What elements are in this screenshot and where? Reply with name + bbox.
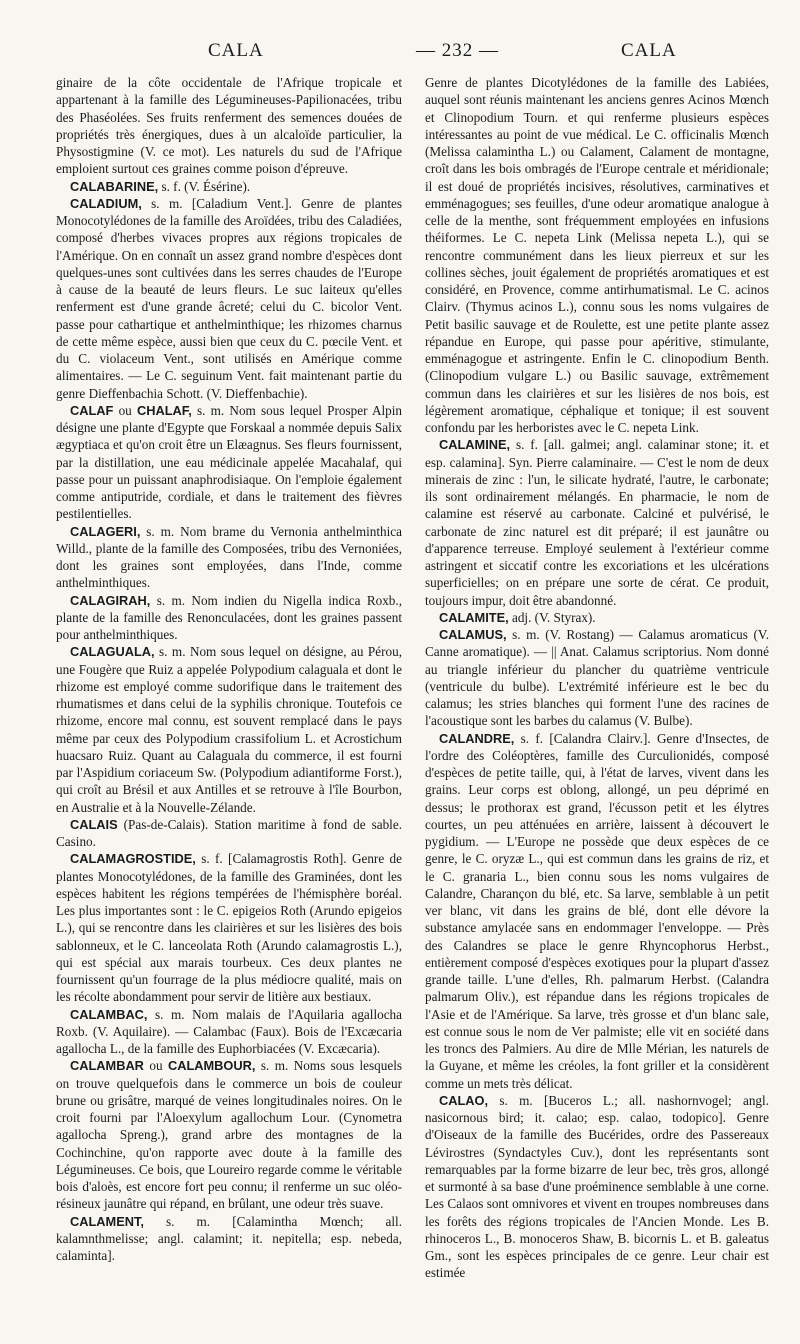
entry-headword: CALAGUALA, — [70, 644, 155, 660]
continued-text: Genre de plantes Dicotylédones de la famille des Labiées, auquel sont réunis maintenant les anciens genres Acinos Mœnch et Clinopodium Tourn. et qui renferme plusieurs espèces intéressantes au point de vue médical. Le C. officinalis Mœnch (Melissa calamintha L.) ou Calament, Calament de montagne, croît dans les bois ombragés de l'Europe centrale et méridionale; il est doué de propriétés incisives, résolutives, carminatives et emménagogues; ses feuilles, d'une odeur aromatique analogue à celle de la menthe, sont fréquemment employées en infusions théiformes. Le C. nepeta Link (Melissa nepeta L.), qui se rencontre communément dans les lieux pierreux et sur les collines sèches, jouit également de propriétés aromatiques et est considéré, en Provence, comme antirhumatismal. Le C. acinos Clairv. (Thymus acinos L.), connu sous les noms vulgaires de Petit basilic sauvage et de Roulette, est une petite plante assez répandue en Europe, qui passe pour apéritive, stimulante, emménagogue et astringente. Enfin le C. clinopodium Benth. (Clinopodium vulgare L.) ou Basilic sauvage, extrêmement commun dans les clairières et sur les lisières de nos bois, est légèrement aromatique, céphalique et tonique; il est souvent confondu par les herboristes avec le C. nepeta Link. — [425, 75, 769, 435]
entry-headword: CALAMAGROSTIDE, — [70, 851, 196, 867]
dictionary-entry — [56, 402, 402, 523]
header-right-word: CALA — [621, 40, 677, 61]
entry-headword: CALAMINE, — [439, 437, 511, 453]
entry-headword: CALAMBAR — [70, 1058, 144, 1074]
header-left-word: CALA — [208, 40, 264, 61]
entry-headword-alt: CHALAF, — [137, 402, 192, 418]
entry-body: (Pas-de-Calais). Station maritime à fond de sable. Casino. — [56, 816, 402, 849]
entry-body: s. m. Noms sous lesquels on trouve quelquefois dans le commerce un bois de couleur brune ou grisâtre, marqué de veines longitudinales noires. On le croit fourni par l'Aloexylum agallochum Lour. (Cynometra agallocha Spreng.), grand arbre des montagnes de la Cochinchine, qu'on rapporte avec doute à la famille des Légumineuses. Ce bois, que Loureiro regarde comme le véritable bois d'aloès, est encore fort peu connu; il renferme un suc oléo-résineux jaunâtre qui répand, en brûlant, une odeur très suave. — [56, 1058, 402, 1212]
entry-headword: CALAMENT, — [70, 1213, 144, 1229]
entry-headword: CALADIUM, — [70, 195, 142, 211]
dictionary-entry — [56, 643, 402, 816]
entry-headword: CALAGIRAH, — [70, 592, 151, 608]
left-column — [56, 74, 402, 1264]
entry-headword: CALAMBAC, — [70, 1006, 148, 1022]
dictionary-entry — [425, 436, 769, 609]
dictionary-entry — [56, 850, 402, 1005]
entry-body: s. f. [Calamagrostis Roth]. Genre de plantes Monocotylédones, de la famille des Graminées, dont les espèces habitent les régions tempérées de l'hémisphère boréal. Les plus importantes sont : le C. epigeios Roth (Arundo epigeios L.), qui se rencontre dans les clairières et sur les lisières des bois sablonneux, et le C. lanceolata Roth (Arundo calamagrostis L.), qui est spécial aux marais tourbeux. Ces deux plantes ne fournissent qu'un fourrage de la plus médiocre qualité, mais on les récolte abondamment pour servir de litière aux bestiaux. — [56, 851, 402, 1005]
dictionary-entry — [56, 1006, 402, 1058]
dictionary-entry — [425, 1092, 769, 1282]
right-column — [425, 74, 769, 1282]
entry-body: s. m. Nom sous lequel Prosper Alpin désigne une plante d'Egypte que Forskaal a nommée depuis Salix ægyptiaca et qu'on croit être un Elæagnus. Ses fleurs fournissent, par la distillation, une eau médicinale appelée Macahalaf, qui passe pour un puissant anaphrodisiaque. On l'emploie également comme antiputride, cordiale, et dans le traitement des fièvres pestilentielles. — [56, 402, 403, 522]
entry-body: s. f. [Calandra Clairv.]. Genre d'Insectes, de l'ordre des Coléoptères, famille des Curculionidés, composé d'espèces de petite taille, qui, à l'état de larves, vivent dans les grains. Leur corps est oblong, allongé, un peu déprimé en dessus; le prothorax est grand, l'écusson petit et les élytres courtes, un peu atténuées en arrière, laissent à découvert le pygidium. — L'Europe ne possède que deux espèces de ce genre, le C. oryzæ L., qui est commun dans les grains de riz, et le C. granaria L., bien connu sous les noms vulgaires de Calandre, Charançon du blé, etc. Sa larve, semblable à un petit ver blanc, vit dans les grains de blé, dont elle dévore la substance amylacée sans en endommager l'enveloppe. — Près des Calandres se place le genre Rhyncophorus Herbst., entièrement composé d'espèces exotiques pour la plupart d'assez grande taille. L'une d'elles, Rh. palmarum Herbst. (Calandra palmarum Oliv.), est répandue dans les régions tropicales de l'Asie et de l'Amérique. Sa larve, très grosse et d'un blanc sale, est connue sous le nom de Ver palmiste; elle vit en société dans les troncs des Palmiers. Au dire de Mlle Mérian, les naturels de la Guyane, et même les créoles, la font griller et la considèrent comme un mets très délicat. — [425, 730, 769, 1091]
running-header — [56, 40, 770, 70]
entry-headword: CALANDRE, — [439, 730, 515, 746]
entry-connector: ou — [143, 1058, 168, 1074]
dictionary-entry — [56, 1213, 402, 1265]
entry-headword: CALAMITE, — [439, 609, 509, 625]
dictionary-entry — [425, 626, 769, 730]
page-number: — 232 — — [416, 40, 499, 61]
entry-body: s. m. Nom malais de l'Aquilaria agallocha Roxb. (V. Aquilaire). — Calambac (Faux). Bois de l'Excæcaria agallocha L., de la famille des Euphorbiacées (V. Excæcaria). — [56, 1006, 402, 1056]
entry-body: s. m. [Caladium Vent.]. Genre de plantes Monocotylédones de la famille des Aroïdées, tribu des Caladiées, composé d'herbes vivaces propres aux régions tropicales de l'Amérique. On en connaît un assez grand nombre d'espèces dont quelques-unes sont cultivées dans les serres chaudes de l'Europe à cause de la beauté de leurs fleurs. Le suc laiteux qu'elles renferment est d'une grande âcreté; celui du C. bicolor Vent. passe pour cathartique et anthelminthique; les rhizomes charnus de cette même espèce, aussi bien que ceux du C. pœcile Vent. et du C. violaceum Vent., sont utilisés en Amérique comme alimentaires. — Le C. seguinum Vent. fait maintenant partie du genre Dieffenbachia Schott. (V. Dieffenbachie). — [56, 195, 402, 401]
entry-body: s. m. [Calamintha Mœnch; all. kalamnthmelisse; angl. calamint; it. nepitella; esp. nebeda, calaminta]. — [56, 1213, 402, 1263]
dictionary-entry — [425, 730, 769, 1092]
entry-headword: CALAGERI, — [70, 523, 141, 539]
entry-headword-alt: CALAMBOUR, — [167, 1058, 256, 1074]
dictionary-entry — [56, 178, 402, 195]
entry-body: s. m. Nom sous lequel on désigne, au Pérou, une Fougère que Ruiz a appelée Polypodium calaguala et dont le rhizome est employé comme sudorifique dans le traitement des rhumatismes et dans celui de la syphilis chronique. Toutefois ce rhizome, encore mal connu, est souvent remplacé dans le pays même par ceux des Polypodium crassifolium L. et Acrostichum huacsaro Ruiz. Quant au Calaguala du commerce, il est fourni par l'Aspidium coriaceum Sw. (Polypodium adiantiforme Forst.), qui croît au Brésil et aux Antilles et se retrouve à l'île Bourbon, en Australie et à la Nouvelle-Zélande. — [56, 644, 402, 815]
dictionary-entry — [56, 816, 402, 851]
dictionary-entry — [56, 195, 402, 402]
dictionary-entry — [56, 592, 402, 644]
entry-headword: CALAMUS, — [439, 627, 507, 642]
entry-headword: CALABARINE, — [70, 178, 159, 194]
entry-body: adj. (V. Styrax). — [508, 609, 596, 625]
dictionary-entry — [56, 523, 402, 592]
entry-body: s. m. (V. Rostang) — Calamus aromaticus (V. Canne aromatique). — || Anat. Calamus scriptorius. Nom donné au triangle inférieur du plancher du quatrième ventricule (ventricule du bulbe). L'extrémité inférieure est le bec du calamus; les stries blanches qui forment l'une des racines de l'acoustique sont les barbes du calamus (V. Bulbe). — [425, 627, 769, 729]
dictionary-entry — [56, 1057, 402, 1212]
entry-body: s. f. [all. galmei; angl. calaminar stone; it. et esp. calamina]. Syn. Pierre calaminaire. — C'est le nom de deux minerais de zinc : l'un, le silicate hydraté, l'autre, le carbonate; ils sont ordinairement mélangés. En pharmacie, le nom de calamine est réservé au carbonate. Calciné et pulvérisé, le carbonate de zinc naturel est dit préparé; il est jaunâtre ou d'apparence terreuse. Employé seulement à l'extérieur comme astringent et siccatif contre les excoriations et les ulcérations superficielles; on en prépare une sorte de cérat. Ce produit, toujours impur, doit être abandonné. — [425, 437, 769, 608]
entry-headword: CALAO, — [439, 1092, 489, 1108]
entry-body: s. m. [Buceros L.; all. nashornvogel; angl. nasicornous bird; it. calao; esp. calao, todopico]. Genre d'Oiseaux de la famille des Bucérides, ordre des Passereaux Lévirostres (Syndactyles Cuv.), dont les représentants sont remarquables par la forme bizarre de leur bec, très gros, allongé et surmonté à sa base d'une proéminence semblable à une corne. Les Calaos sont omnivores et vivent en troupes nombreuses dans les forêts des régions tropicales de l'Ancien Monde. Les B. rhinoceros L., B. monoceros Shaw, B. bicornis L. et B. galeatus Gm., sont les espèces principales de ce genre. Leur chair est estimée — [425, 1092, 769, 1281]
entry-body: s. f. (V. Ésérine). — [158, 178, 251, 194]
entry-body: s. m. Nom indien du Nigella indica Roxb., plante de la famille des Renonculacées, dont les graines passent pour anthelminthiques. — [56, 592, 402, 642]
entry-headword: CALAIS — [70, 816, 118, 832]
dictionary-entry — [425, 609, 769, 626]
entry-connector: ou — [113, 402, 138, 418]
entry-headword: CALAF — [70, 402, 114, 418]
entry-body: s. m. Nom brame du Vernonia anthelminthica Willd., plante de la famille des Composées, tribu des Vernoniées, dont les graines sont employées, dans l'Inde, comme anthelminthiques. — [56, 523, 402, 591]
continued-text: ginaire de la côte occidentale de l'Afrique tropicale et appartenant à la famille des Légumineuses-Papilionacées, tribu des Phaséolées. Ses fruits renferment des semences douées de propriétés très énergiques, dues à un alcaloïde particulier, la Physostigmine (V. ce mot). Les naturels du sud de l'Afrique emploient surtout ces graines comme poison d'épreuve. — [56, 75, 402, 177]
